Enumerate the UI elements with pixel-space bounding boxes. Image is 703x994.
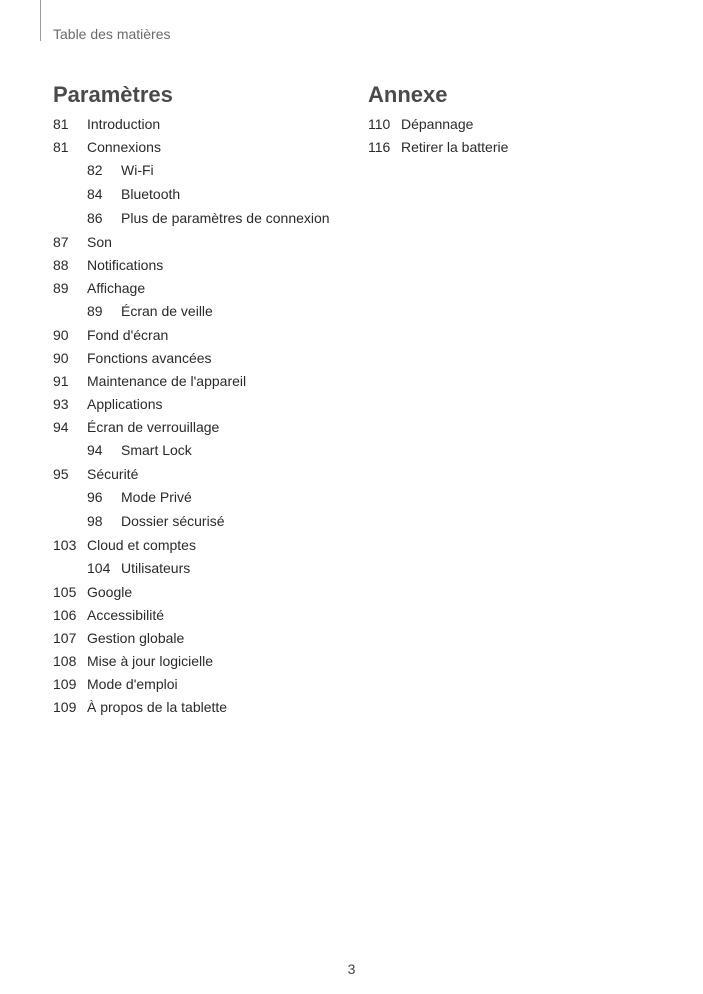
toc-entry[interactable] [53, 603, 353, 626]
toc-subentry[interactable] [53, 509, 353, 533]
toc-page-number: 103 [53, 536, 77, 553]
toc-entry[interactable] [53, 276, 353, 299]
toc-entry-label: Fond d'écran [87, 326, 169, 343]
toc-entry[interactable] [53, 580, 353, 603]
toc-page-number: 94 [53, 418, 69, 435]
toc-entry-label: Écran de veille [121, 303, 213, 319]
toc-page-number: 89 [53, 279, 69, 296]
toc-entry[interactable] [53, 369, 353, 392]
toc-entry[interactable] [53, 323, 353, 346]
toc-entry-label: Gestion globale [87, 629, 185, 646]
section-title-annexe: Annexe [368, 82, 448, 107]
toc-subentry[interactable] [53, 299, 353, 323]
toc-entry-label: Retirer la batterie [401, 138, 509, 155]
toc-entry[interactable] [53, 462, 353, 485]
toc-entry-label: Mode d'emploi [87, 675, 178, 692]
toc-entry-label: Dépannage [401, 115, 474, 132]
toc-entry[interactable] [53, 135, 353, 158]
section-title-parametres: Paramètres [53, 82, 173, 107]
toc-entry-label: Mode Privé [121, 489, 192, 505]
toc-entry-label: Wi-Fi [121, 162, 154, 178]
toc-entry-label: Son [87, 233, 112, 250]
toc-entry-label: Fonctions avancées [87, 349, 212, 366]
toc-page-number: 109 [53, 675, 77, 692]
toc-entry-label: Smart Lock [121, 442, 192, 458]
toc-subentry[interactable] [53, 485, 353, 509]
toc-page-number: 94 [87, 442, 103, 458]
toc-page-number: 86 [87, 210, 103, 226]
toc-entry[interactable] [368, 112, 668, 135]
toc-page-number: 91 [53, 372, 69, 389]
toc-entry[interactable] [53, 253, 353, 276]
toc-page-number: 81 [53, 115, 69, 132]
toc-entry-label: Affichage [87, 279, 146, 296]
toc-entry-label: À propos de la tablette [87, 698, 228, 715]
toc-page-number: 93 [53, 395, 69, 412]
toc-entry-label: Utilisateurs [121, 560, 191, 576]
toc-page-number: 105 [53, 583, 77, 600]
toc-page-number: 108 [53, 652, 77, 669]
running-header: Table des matières [53, 26, 171, 42]
toc-page-number: 81 [53, 138, 69, 155]
toc-entry-label: Maintenance de l'appareil [87, 372, 247, 389]
toc-page-number: 96 [87, 489, 103, 505]
toc-subentry[interactable] [53, 556, 353, 580]
toc-page-number: 106 [53, 606, 77, 623]
toc-entry-label: Accessibilité [87, 606, 165, 623]
toc-section-annexe [368, 80, 668, 158]
toc-entry-label: Dossier sécurisé [121, 513, 225, 529]
toc-page-number: 90 [53, 326, 69, 343]
toc-entry[interactable] [53, 112, 353, 135]
toc-entry-label: Cloud et comptes [87, 536, 196, 553]
toc-page-number: 90 [53, 349, 69, 366]
toc-entry-label: Introduction [87, 115, 161, 132]
toc-entry[interactable] [53, 672, 353, 695]
toc-page-number: 104 [87, 560, 111, 576]
toc-entry-label: Écran de verrouillage [87, 418, 220, 435]
header-divider [40, 0, 41, 41]
toc-page-number: 88 [53, 256, 69, 273]
toc-page-number: 110 [368, 115, 391, 132]
toc-entry[interactable] [53, 415, 353, 438]
toc-page-number: 89 [87, 303, 103, 319]
toc-page-number: 109 [53, 698, 77, 715]
toc-entry[interactable] [53, 346, 353, 369]
toc-entry-label: Google [87, 583, 133, 600]
toc-section-parametres [53, 80, 353, 718]
toc-entry[interactable] [53, 626, 353, 649]
toc-entry[interactable] [53, 695, 353, 718]
toc-subentry[interactable] [53, 182, 353, 206]
toc-entry-label: Mise à jour logicielle [87, 652, 214, 669]
toc-entry-label: Connexions [87, 138, 161, 155]
toc-entry[interactable] [368, 135, 668, 158]
toc-subentry[interactable] [53, 206, 353, 230]
toc-entry-label: Notifications [87, 256, 164, 273]
toc-page-number: 98 [87, 513, 103, 529]
toc-page-number: 84 [87, 186, 103, 202]
toc-page-number: 82 [87, 162, 103, 178]
toc-entry[interactable] [53, 533, 353, 556]
toc-entry-label: Sécurité [87, 465, 139, 482]
toc-entry[interactable] [53, 230, 353, 253]
toc-entry[interactable] [53, 392, 353, 415]
toc-entry-label: Applications [87, 395, 163, 412]
toc-page-number: 116 [368, 138, 391, 155]
toc-entry-label: Bluetooth [121, 186, 181, 202]
page-number: 3 [347, 961, 356, 977]
toc-page-number: 95 [53, 465, 69, 482]
toc-entry-label: Plus de paramètres de connexion [121, 210, 330, 226]
toc-list-parametres [53, 112, 353, 718]
toc-list-annexe [368, 112, 668, 158]
toc-page-number: 87 [53, 233, 69, 250]
toc-subentry[interactable] [53, 158, 353, 182]
toc-subentry[interactable] [53, 438, 353, 462]
toc-entry[interactable] [53, 649, 353, 672]
toc-page-number: 107 [53, 629, 77, 646]
